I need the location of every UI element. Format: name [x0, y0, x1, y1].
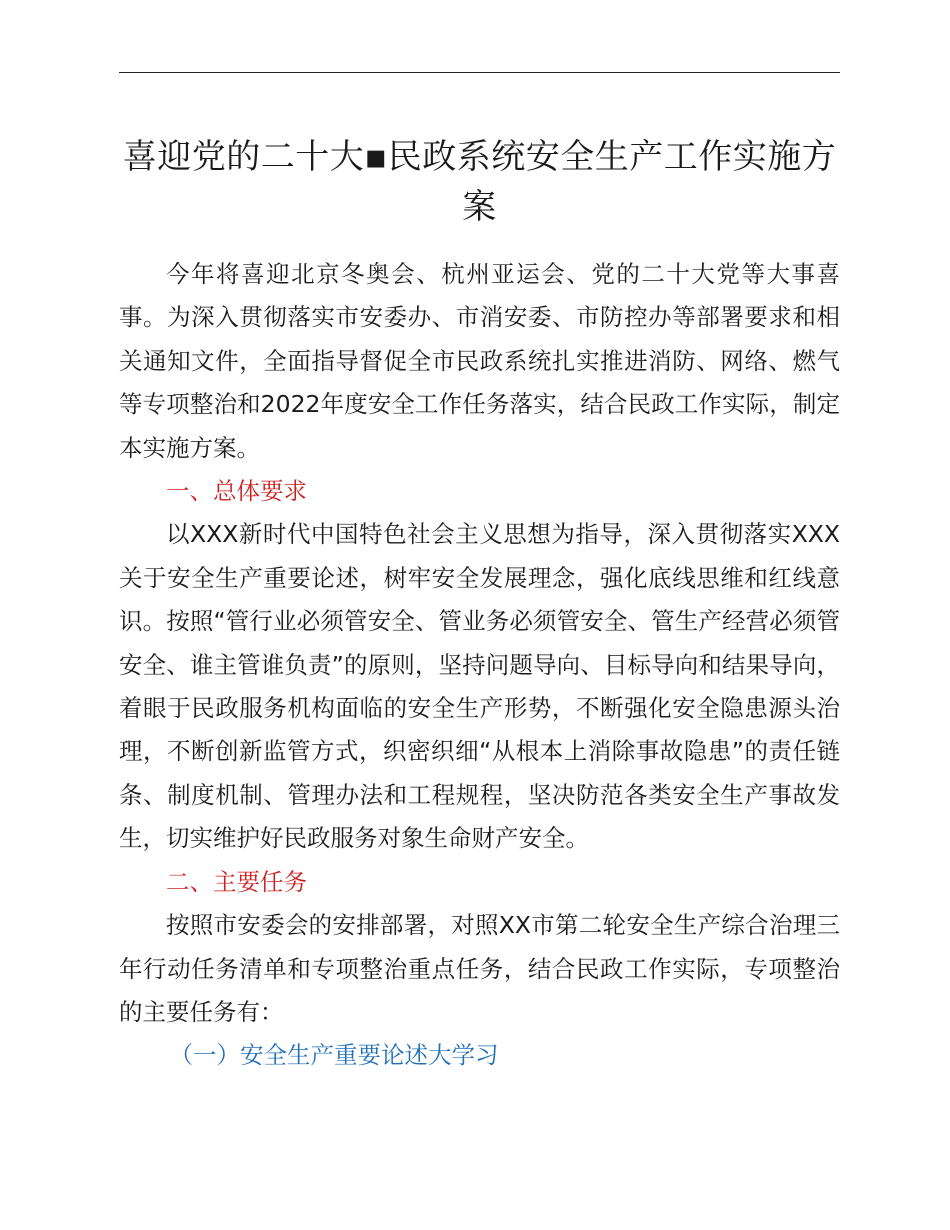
subsection-heading-study: （一）安全生产重要论述大学习	[169, 1041, 499, 1070]
section-heading-main-tasks: 二、主要任务	[166, 867, 307, 896]
intro-paragraph: 今年将喜迎北京冬奥会、杭州亚运会、党的二十大党等大事喜事。为深入贯彻落实市安委办、市消安委、市防控办等部署要求和相关通知文件，全面指导督促全市民政系统扎实推进消防、网络、燃气等专项整治和2022年度安全工作任务落实，结合民政工作实际，制定本实施方案。	[119, 260, 840, 462]
section-heading-general-requirements: 一、总体要求	[166, 477, 307, 506]
main-tasks-paragraph: 按照市安委会的安排部署，对照XX市第二轮安全生产综合治理三年行动任务清单和专项整治重点任务，结合民政工作实际，专项整治的主要任务有：	[119, 911, 840, 1026]
general-requirements-paragraph: 以XXX新时代中国特色社会主义思想为指导，深入贯彻落实XXX关于安全生产重要论述，树牢安全发展理念，强化底线思维和红线意识。按照“管行业必须管安全、管业务必须管安全、管生产经营必须管安全、谁主管谁负责”的原则，坚持问题导向、目标导向和结果导向，着眼于民政服务机构面临的安全生产形势，不断强化安全隐患源头治理，不断创新监管方式，织密织细“从根本上消除事故隐患”的责任链条、制度机制、管理办法和工程规程，坚决防范各类安全生产事故发生，切实维护好民政服务对象生命财产安全。	[119, 520, 840, 853]
header-rule	[119, 72, 840, 73]
document-body	[119, 253, 840, 1078]
document-title: 喜迎党的二十大▪民政系统安全生产工作实施方案	[122, 137, 837, 227]
